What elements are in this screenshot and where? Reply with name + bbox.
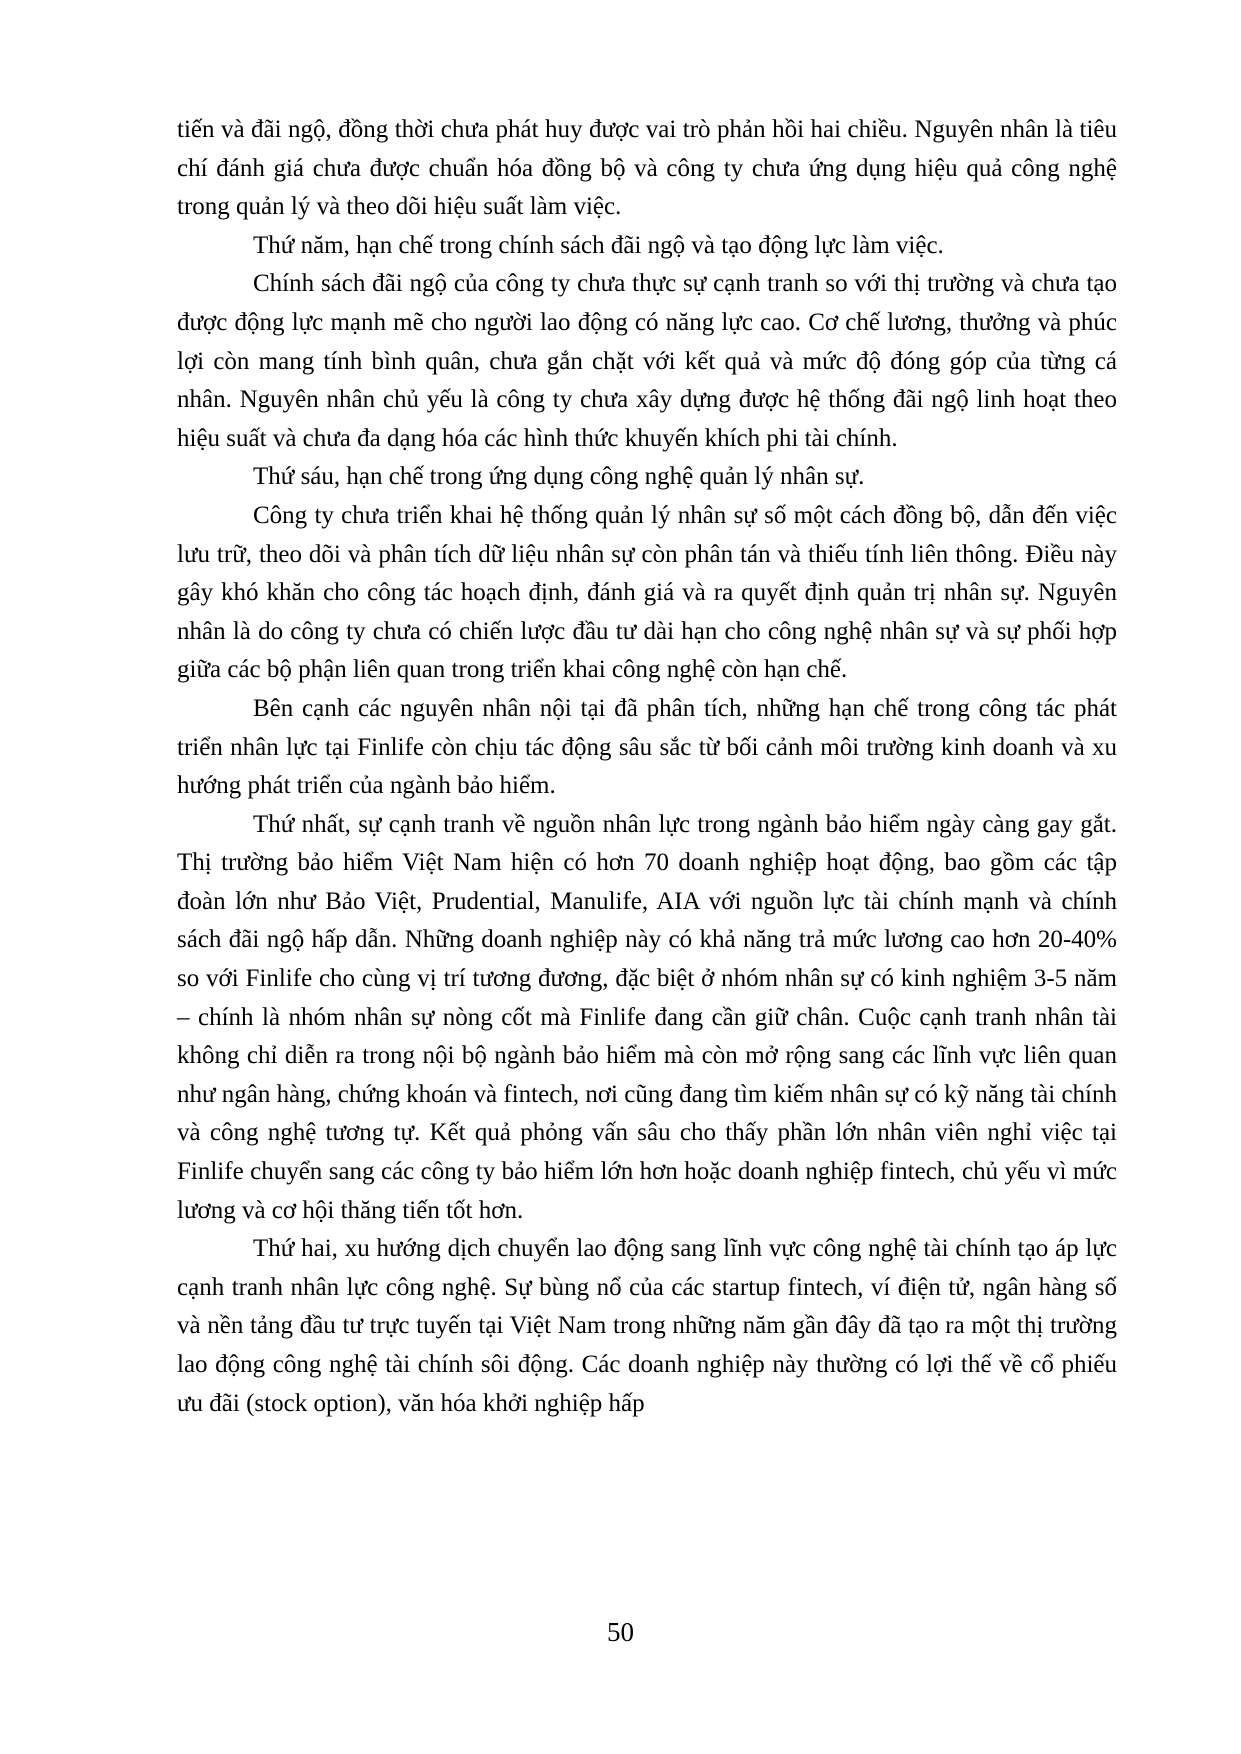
paragraph: Chính sách đãi ngộ của công ty chưa thực sự cạnh tranh so với thị trường và chưa tạo được động lực mạnh mẽ cho người lao động có năng lực cao. Cơ chế lương, thưởng và phúc lợi còn mang tính bình quân, chưa gắn chặt với kết quả và mức độ đóng góp của từng cá nhân. Nguyên nhân chủ yếu là công ty chưa xây dựng được hệ thống đãi ngộ linh hoạt theo hiệu suất và chưa đa dạng hóa các hình thức khuyến khích phi tài chính.: [177, 270, 1117, 452]
paragraph: Bên cạnh các nguyên nhân nội tại đã phân tích, những hạn chế trong công tác phát triển nhân lực tại Finlife còn chịu tác động sâu sắc từ bối cảnh môi trường kinh doanh và xu hướng phát triển của ngành bảo hiểm.: [177, 694, 1117, 800]
section-heading: Thứ năm, hạn chế trong chính sách đãi ngộ và tạo động lực làm việc.: [253, 231, 944, 259]
paragraph: Thứ hai, xu hướng dịch chuyển lao động sang lĩnh vực công nghệ tài chính tạo áp lực cạnh tranh nhân lực công nghệ. Sự bùng nổ của các startup fintech, ví điện tử, ngân hàng số và nền tảng đầu tư trực tuyến tại Việt Nam trong những năm gần đây đã tạo ra một thị trường lao động công nghệ tài chính sôi động. Các doanh nghiệp này thường có lợi thế về cổ phiếu ưu đãi (stock option), văn hóa khởi nghiệp hấp: [177, 1235, 1117, 1417]
page-number: 50: [607, 1617, 634, 1647]
paragraph: Công ty chưa triển khai hệ thống quản lý nhân sự số một cách đồng bộ, dẫn đến việc lưu trữ, theo dõi và phân tích dữ liệu nhân sự còn phân tán và thiếu tính liên thông. Điều này gây khó khăn cho công tác hoạch định, đánh giá và ra quyết định quản trị nhân sự. Nguyên nhân là do công ty chưa có chiến lược đầu tư dài hạn cho công nghệ nhân sự và sự phối hợp giữa các bộ phận liên quan trong triển khai công nghệ còn hạn chế.: [177, 501, 1117, 684]
paragraph: tiến và đãi ngộ, đồng thời chưa phát huy được vai trò phản hồi hai chiều. Nguyên nhân là tiêu chí đánh giá chưa được chuẩn hóa đồng bộ và công ty chưa ứng dụng hiệu quả công nghệ trong quản lý và theo dõi hiệu suất làm việc.: [177, 116, 1117, 221]
body-text: [177, 111, 1117, 1423]
paragraph: Thứ nhất, sự cạnh tranh về nguồn nhân lực trong ngành bảo hiểm ngày càng gay gắt. Thị trường bảo hiểm Việt Nam hiện có hơn 70 doanh nghiệp hoạt động, bao gồm các tập đoàn lớn như Bảo Việt, Prudential, Manulife, AIA với nguồn lực tài chính mạnh và chính sách đãi ngộ hấp dẫn. Những doanh nghiệp này có khả năng trả mức lương cao hơn 20-40% so với Finlife cho cùng vị trí tương đương, đặc biệt ở nhóm nhân sự có kinh nghiệm 3-5 năm – chính là nhóm nhân sự nòng cốt mà Finlife đang cần giữ chân. Cuộc cạnh tranh nhân tài không chỉ diễn ra trong nội bộ ngành bảo hiểm mà còn mở rộng sang các lĩnh vực liên quan như ngân hàng, chứng khoán và fintech, nơi cũng đang tìm kiếm nhân sự có kỹ năng tài chính và công nghệ tương tự. Kết quả phỏng vấn sâu cho thấy phần lớn nhân viên nghỉ việc tại Finlife chuyển sang các công ty bảo hiểm lớn hơn hoặc doanh nghiệp fintech, chủ yếu vì mức lương và cơ hội thăng tiến tốt hơn.: [177, 810, 1117, 1224]
section-heading: Thứ sáu, hạn chế trong ứng dụng công nghệ quản lý nhân sự.: [253, 463, 865, 491]
